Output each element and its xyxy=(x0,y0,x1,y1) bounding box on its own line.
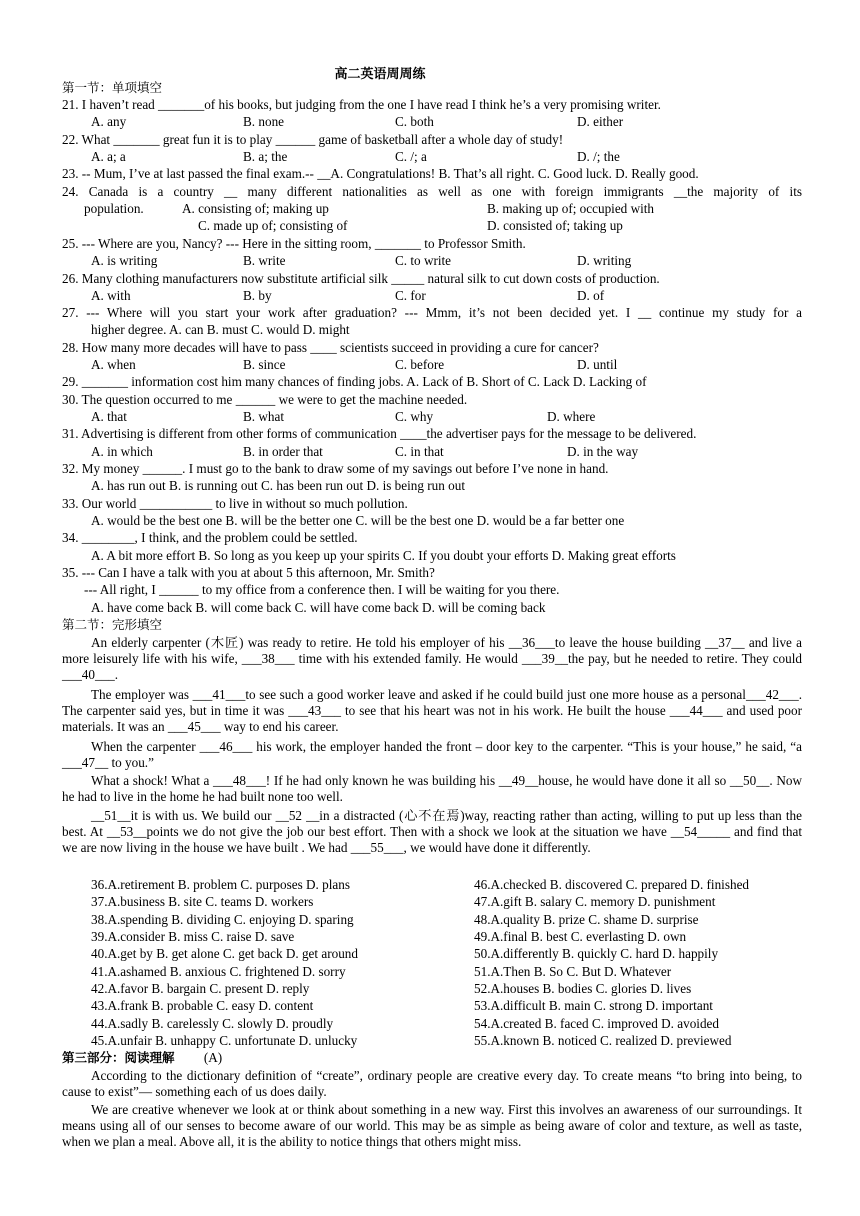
question-27-continuation: higher degree. A. can B. must C. would D. might xyxy=(91,322,350,337)
option-b: B. by xyxy=(243,288,272,303)
option-a: A. any xyxy=(91,114,127,129)
question-31-stem: 31. Advertising is different from other forms of communication ____the advertiser pays for the message to be delivered. xyxy=(62,426,697,441)
cloze-option-46: 46.A.checked B. discovered C. prepared D. finished xyxy=(474,877,750,892)
cloze-option-39: 39.A.consider B. miss C. raise D. save xyxy=(91,929,295,944)
option-c: C. before xyxy=(395,357,445,372)
option-d: D. consisted of; taking up xyxy=(487,218,623,233)
option-c: C. to write xyxy=(395,253,452,268)
cloze-option-53: 53.A.difficult B. main C. strong D. important xyxy=(474,998,713,1013)
option-d: D. of xyxy=(577,288,605,303)
cloze-option-41: 41.A.ashamed B. anxious C. frightened D. sorry xyxy=(91,964,346,979)
question-35-options: A. have come back B. will come back C. will have come back D. will be coming back xyxy=(91,600,546,615)
question-28-stem: 28. How many more decades will have to pass ____ scientists succeed in providing a cure for cancer? xyxy=(62,340,599,355)
option-a: A. is writing xyxy=(91,253,158,268)
cloze-option-49: 49.A.final B. best C. everlasting D. own xyxy=(474,929,687,944)
cloze-option-44: 44.A.sadly B. carelessly C. slowly D. proudly xyxy=(91,1016,334,1031)
reading-paragraph-1: According to the dictionary definition of “create”, ordinary people are creative every day. To create means “to bring into being, to cause to exist”— something each of us does daily. xyxy=(62,1068,802,1099)
option-b: B. write xyxy=(243,253,286,268)
cloze-option-38: 38.A.spending B. dividing C. enjoying D. sparing xyxy=(91,912,354,927)
cloze-option-36: 36.A.retirement B. problem C. purposes D. plans xyxy=(91,877,350,892)
option-d: D. where xyxy=(547,409,596,424)
cloze-option-54: 54.A.created B. faced C. improved D. avoided xyxy=(474,1016,719,1031)
question-23: 23. -- Mum, I’ve at last passed the final exam.-- __A. Congratulations! B. That’s all right. C. Good luck. D. Really good. xyxy=(62,166,699,181)
option-b: B. none xyxy=(243,114,285,129)
cloze-option-47: 47.A.gift B. salary C. memory D. punishment xyxy=(474,894,716,909)
option-a: A. in which xyxy=(91,444,153,459)
option-b: B. a; the xyxy=(243,149,288,164)
option-d: D. either xyxy=(577,114,624,129)
section3-heading: 第三部分：阅读理解 xyxy=(62,1050,175,1065)
question-35-stem-reply: --- All right, I ______ to my office from a conference then. I will be waiting for you there. xyxy=(84,582,560,597)
question-32-options: A. has run out B. is running out C. has been run out D. is being run out xyxy=(91,478,465,493)
option-c: C. for xyxy=(395,288,426,303)
option-c: C. made up of; consisting of xyxy=(198,218,348,233)
question-25-stem: 25. --- Where are you, Nancy? --- Here in the sitting room, _______ to Professor Smith. xyxy=(62,236,526,251)
cloze-option-51: 51.A.Then B. So C. But D. Whatever xyxy=(474,964,672,979)
cloze-option-55: 55.A.known B. noticed C. realized D. previewed xyxy=(474,1033,732,1048)
question-32-stem: 32. My money ______. I must go to the bank to draw some of my savings out before I’ve none in hand. xyxy=(62,461,609,476)
cloze-option-43: 43.A.frank B. probable C. easy D. content xyxy=(91,998,314,1013)
option-c: C. in that xyxy=(395,444,444,459)
option-d: D. writing xyxy=(577,253,632,268)
section1-heading: 第一节：单项填空 xyxy=(62,80,163,95)
section3-heading-row xyxy=(62,1050,802,1066)
option-c: C. why xyxy=(395,409,434,424)
cloze-paragraph-4: What a shock! What a ___48___! If he had only known he was building his __49__house, he would have done it all so __50__. Now he had to live in the home he had built none too well. xyxy=(62,773,802,804)
cloze-option-52: 52.A.houses B. bodies C. glories D. lives xyxy=(474,981,692,996)
option-b: B. what xyxy=(243,409,285,424)
cloze-option-37: 37.A.business B. site C. teams D. workers xyxy=(91,894,314,909)
cloze-option-50: 50.A.differently B. quickly C. hard D. happily xyxy=(474,946,719,961)
reading-paragraph-2: We are creative whenever we look at or think about something in a new way. First this involves an awareness of our surroundings. It means using all of our senses to become aware of our world. This may be as simple as being aware of color and texture, as well as taste, when we plan a meal. Above all, it is the ability to notice things that others might miss. xyxy=(62,1102,802,1149)
cloze-paragraph-5: __51__it is with us. We build our __52 __in a distracted (心不在焉)way, reacting rather than acting, willing to put up less than the best. At __53__points we do not give the job our best effort. Then with a shock we look at the situation we have __54_____ and find that we are now living in the house we have built . We had ___55___, we would have done it differently. xyxy=(62,808,802,855)
question-34-stem: 34. ________, I think, and the problem could be settled. xyxy=(62,530,358,545)
question-33-options: A. would be the best one B. will be the better one C. will be the best one D. would be a far better one xyxy=(91,513,625,528)
cloze-option-48: 48.A.quality B. prize C. shame D. surprise xyxy=(474,912,699,927)
question-35-stem: 35. --- Can I have a talk with you at about 5 this afternoon, Mr. Smith? xyxy=(62,565,435,580)
option-c: C. /; a xyxy=(395,149,427,164)
cloze-paragraph-3: When the carpenter ___46___ his work, the employer handed the front – door key to the carpenter. “This is your house,” he said, “a ___47__ to you.” xyxy=(62,739,802,770)
cloze-paragraph-2: The employer was ___41___to see such a good worker leave and asked if he could build just one more house as a personal___42___. The carpenter said yes, but in time it was ___43___ to see that his heart was not in his work. He built the house ___44___ and used poor materials. It was an ___45___ way to end his career. xyxy=(62,687,802,734)
option-a: A. a; a xyxy=(91,149,126,164)
question-27-stem: 27. --- Where will you start your work after graduation? --- Mmm, it’s not been decided yet. I __ continue my study for a xyxy=(62,305,802,320)
option-a: A. that xyxy=(91,409,127,424)
option-d: D. in the way xyxy=(567,444,639,459)
question-22-stem: 22. What _______ great fun it is to play ______ game of basketball after a whole day of study! xyxy=(62,132,564,147)
question-24-stem: 24. Canada is a country __ many different nationalities as well as one with foreign immigrants __the majority of its xyxy=(62,184,802,199)
question-34-options: A. A bit more effort B. So long as you keep up your spirits C. If you doubt your efforts D. Making great efforts xyxy=(91,548,676,563)
option-d: D. /; the xyxy=(577,149,620,164)
cloze-option-42: 42.A.favor B. bargain C. present D. reply xyxy=(91,981,310,996)
question-24-continuation: population. xyxy=(84,201,144,216)
option-b: B. in order that xyxy=(243,444,323,459)
option-b: B. since xyxy=(243,357,286,372)
question-29: 29. _______ information cost him many chances of finding jobs. A. Lack of B. Short of C. Lack D. Lacking of xyxy=(62,374,647,389)
option-a: A. consisting of; making up xyxy=(182,201,329,216)
question-21-stem: 21. I haven’t read _______of his books, but judging from the one I have read I think he’s a very promising writer. xyxy=(62,97,661,112)
cloze-option-40: 40.A.get by B. get alone C. get back D. get around xyxy=(91,946,358,961)
question-26-stem: 26. Many clothing manufacturers now substitute artificial silk _____ natural silk to cut down costs of production. xyxy=(62,271,660,286)
cloze-option-45: 45.A.unfair B. unhappy C. unfortunate D. unlucky xyxy=(91,1033,358,1048)
option-c: C. both xyxy=(395,114,434,129)
section2-heading: 第二节：完形填空 xyxy=(62,617,163,632)
section3-part-label: (A) xyxy=(203,1050,223,1065)
option-a: A. with xyxy=(91,288,131,303)
question-33-stem: 33. Our world ___________ to live in without so much pollution. xyxy=(62,496,408,511)
option-a: A. when xyxy=(91,357,136,372)
cloze-paragraph-1: An elderly carpenter (木匠) was ready to retire. He told his employer of his __36___to leave the house building __37__ and live a more leisurely life with his wife, ___38___ time with his extended family. He would ___39__the pay, but he needed to retire. They could ___40___. xyxy=(62,635,802,682)
document-title: 高二英语周周练 xyxy=(334,67,426,82)
option-d: D. until xyxy=(577,357,618,372)
question-30-stem: 30. The question occurred to me ______ we were to get the machine needed. xyxy=(62,392,468,407)
option-b: B. making up of; occupied with xyxy=(487,201,655,216)
